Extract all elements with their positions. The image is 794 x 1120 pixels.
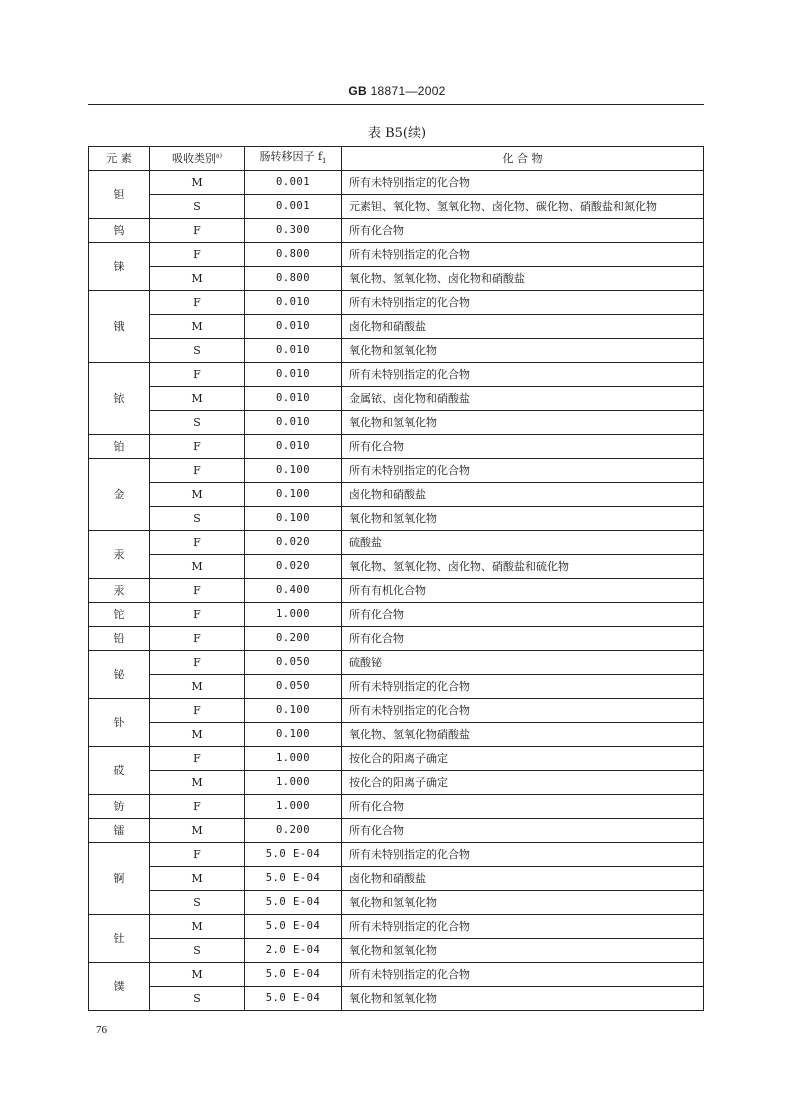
transfer-factor-cell: 1.000 xyxy=(245,771,342,795)
header-absorption-class: 吸收类别$^{a)}$ xyxy=(150,147,245,171)
transfer-factor-cell: 1.000 xyxy=(245,603,342,627)
transfer-factor-cell: 0.400 xyxy=(245,579,342,603)
transfer-factor-cell: 0.010 xyxy=(245,435,342,459)
table-row xyxy=(89,579,704,603)
compound-cell: 元素钽、氧化物、氢氧化物、卤化物、碳化物、硝酸盐和氮化物 xyxy=(342,195,704,219)
transfer-factor-cell: 1.000 xyxy=(245,747,342,771)
transfer-factor-cell: 5.0 E-04 xyxy=(245,843,342,867)
absorption-class-cell: S xyxy=(150,987,245,1011)
table-row xyxy=(89,219,704,243)
table-row xyxy=(89,963,704,987)
element-cell: 汞 xyxy=(89,531,150,579)
absorption-class-cell: F xyxy=(150,435,245,459)
compound-cell: 卤化物和硝酸盐 xyxy=(342,483,704,507)
factor-subscript: 1 xyxy=(322,157,327,166)
table-row xyxy=(89,603,704,627)
table-row xyxy=(89,483,704,507)
standard-prefix: GB xyxy=(348,84,367,98)
absorption-class-cell: S xyxy=(150,195,245,219)
absorption-class-cell: F xyxy=(150,795,245,819)
element-cell: 钨 xyxy=(89,219,150,243)
element-cell: 铂 xyxy=(89,435,150,459)
compound-cell: 所有未特别指定的化合物 xyxy=(342,363,704,387)
table-row xyxy=(89,675,704,699)
element-cell: 铅 xyxy=(89,627,150,651)
table-row xyxy=(89,507,704,531)
table-body xyxy=(89,171,704,1011)
element-cell: 锕 xyxy=(89,843,150,915)
transfer-factor-cell: 0.010 xyxy=(245,291,342,315)
table-row xyxy=(89,651,704,675)
compound-cell: 硫酸铋 xyxy=(342,651,704,675)
compound-cell: 氧化物、氢氧化物硝酸盐 xyxy=(342,723,704,747)
compound-cell: 所有未特别指定的化合物 xyxy=(342,843,704,867)
transfer-factor-cell: 0.010 xyxy=(245,411,342,435)
table-header-row xyxy=(89,147,704,171)
table-row xyxy=(89,915,704,939)
absorption-class-cell: F xyxy=(150,219,245,243)
table-row xyxy=(89,339,704,363)
transfer-factor-cell: 0.010 xyxy=(245,339,342,363)
transfer-factor-cell: 0.010 xyxy=(245,315,342,339)
element-cell: 铱 xyxy=(89,363,150,435)
compound-cell: 按化合的阳离子确定 xyxy=(342,771,704,795)
standard-number: 18871—2002 xyxy=(370,84,446,98)
transfer-factor-cell: 0.010 xyxy=(245,363,342,387)
footnote-marker: a) xyxy=(216,152,222,160)
table-row xyxy=(89,747,704,771)
compound-cell: 所有未特别指定的化合物 xyxy=(342,699,704,723)
table-row xyxy=(89,867,704,891)
absorption-class-cell: F xyxy=(150,459,245,483)
absorption-class-cell: M xyxy=(150,819,245,843)
transfer-factor-cell: 5.0 E-04 xyxy=(245,915,342,939)
compound-cell: 所有未特别指定的化合物 xyxy=(342,459,704,483)
absorption-class-cell: M xyxy=(150,771,245,795)
transfer-factor-cell: 5.0 E-04 xyxy=(245,867,342,891)
header-compound: 化 合 物 xyxy=(342,147,704,171)
element-cell: 钍 xyxy=(89,915,150,963)
table-row xyxy=(89,891,704,915)
absorption-class-cell: M xyxy=(150,483,245,507)
table-row xyxy=(89,387,704,411)
compound-cell: 硫酸盐 xyxy=(342,531,704,555)
table-row xyxy=(89,195,704,219)
table-row xyxy=(89,459,704,483)
absorption-class-cell: F xyxy=(150,627,245,651)
compound-cell: 氧化物和氢氧化物 xyxy=(342,411,704,435)
absorption-class-cell: S xyxy=(150,891,245,915)
absorption-class-cell: F xyxy=(150,291,245,315)
element-cell: 镭 xyxy=(89,819,150,843)
transfer-factor-cell: 0.200 xyxy=(245,627,342,651)
compound-cell: 所有未特别指定的化合物 xyxy=(342,915,704,939)
element-cell: 砹 xyxy=(89,747,150,795)
table-row xyxy=(89,819,704,843)
compound-cell: 所有未特别指定的化合物 xyxy=(342,675,704,699)
absorption-class-cell: S xyxy=(150,339,245,363)
table-row xyxy=(89,363,704,387)
transfer-factor-cell: 0.100 xyxy=(245,723,342,747)
table-row xyxy=(89,291,704,315)
element-cell: 钫 xyxy=(89,795,150,819)
transfer-factor-cell: 0.100 xyxy=(245,483,342,507)
table-row xyxy=(89,627,704,651)
transfer-factor-cell: 0.010 xyxy=(245,387,342,411)
element-cell: 汞 xyxy=(89,579,150,603)
absorption-class-cell: M xyxy=(150,963,245,987)
absorption-class-cell: M xyxy=(150,267,245,291)
element-cell: 锇 xyxy=(89,291,150,363)
transfer-factor-cell: 0.100 xyxy=(245,699,342,723)
absorption-class-cell: F xyxy=(150,363,245,387)
element-cell: 铋 xyxy=(89,651,150,699)
absorption-class-cell: M xyxy=(150,675,245,699)
transfer-factor-cell: 0.800 xyxy=(245,243,342,267)
element-cell: 金 xyxy=(89,459,150,531)
absorption-class-cell: M xyxy=(150,555,245,579)
table-row xyxy=(89,267,704,291)
absorption-class-cell: S xyxy=(150,939,245,963)
compound-cell: 氧化物和氢氧化物 xyxy=(342,891,704,915)
table-row xyxy=(89,795,704,819)
absorption-class-cell: M xyxy=(150,315,245,339)
table-caption: 表 B5(续) xyxy=(367,126,427,141)
table-row xyxy=(89,555,704,579)
absorption-class-cell: F xyxy=(150,747,245,771)
table-row xyxy=(89,771,704,795)
absorption-class-cell: M xyxy=(150,723,245,747)
compound-cell: 氧化物、氢氧化物、卤化物和硝酸盐 xyxy=(342,267,704,291)
compound-cell: 所有化合物 xyxy=(342,627,704,651)
compound-cell: 所有未特别指定的化合物 xyxy=(342,171,704,195)
transfer-factor-cell: 0.100 xyxy=(245,459,342,483)
absorption-class-cell: M xyxy=(150,171,245,195)
compound-cell: 氧化物、氢氧化物、卤化物、硝酸盐和硫化物 xyxy=(342,555,704,579)
element-cell: 钽 xyxy=(89,171,150,219)
compound-cell: 氧化物和氢氧化物 xyxy=(342,939,704,963)
compound-cell: 金属铱、卤化物和硝酸盐 xyxy=(342,387,704,411)
header-element: 元 素 xyxy=(89,147,150,171)
table-row xyxy=(89,723,704,747)
absorption-class-cell: S xyxy=(150,411,245,435)
absorption-class-cell: F xyxy=(150,243,245,267)
header-divider xyxy=(88,104,704,105)
element-cell: 铊 xyxy=(89,603,150,627)
table-row xyxy=(89,243,704,267)
table-row xyxy=(89,987,704,1011)
transfer-factor-cell: 0.800 xyxy=(245,267,342,291)
transfer-factor-cell: 1.000 xyxy=(245,795,342,819)
compound-cell: 所有化合物 xyxy=(342,603,704,627)
transfer-factor-cell: 2.0 E-04 xyxy=(245,939,342,963)
compound-cell: 所有化合物 xyxy=(342,795,704,819)
table-row xyxy=(89,171,704,195)
absorption-table xyxy=(88,146,704,1011)
transfer-factor-cell: 0.300 xyxy=(245,219,342,243)
transfer-factor-cell: 5.0 E-04 xyxy=(245,987,342,1011)
element-cell: 铼 xyxy=(89,243,150,291)
table-row xyxy=(89,939,704,963)
table-row xyxy=(89,435,704,459)
transfer-factor-cell: 0.001 xyxy=(245,171,342,195)
compound-cell: 所有有机化合物 xyxy=(342,579,704,603)
compound-cell: 氧化物和氢氧化物 xyxy=(342,339,704,363)
transfer-factor-cell: 0.200 xyxy=(245,819,342,843)
absorption-class-cell: F xyxy=(150,603,245,627)
transfer-factor-cell: 0.020 xyxy=(245,531,342,555)
compound-cell: 卤化物和硝酸盐 xyxy=(342,315,704,339)
header-transfer-factor: 肠转移因子 $f_1$ xyxy=(245,147,342,171)
absorption-class-cell: F xyxy=(150,699,245,723)
compound-cell: 所有未特别指定的化合物 xyxy=(342,291,704,315)
absorption-class-cell: M xyxy=(150,915,245,939)
compound-cell: 氧化物和氢氧化物 xyxy=(342,987,704,1011)
compound-cell: 所有未特别指定的化合物 xyxy=(342,963,704,987)
transfer-factor-cell: 0.050 xyxy=(245,675,342,699)
absorption-class-cell: F xyxy=(150,579,245,603)
table-row xyxy=(89,411,704,435)
table-row xyxy=(89,699,704,723)
table-row xyxy=(89,843,704,867)
compound-cell: 所有未特别指定的化合物 xyxy=(342,243,704,267)
page-number: 76 xyxy=(96,1024,107,1036)
transfer-factor-cell: 0.100 xyxy=(245,507,342,531)
absorption-class-cell: M xyxy=(150,867,245,891)
transfer-factor-cell: 0.001 xyxy=(245,195,342,219)
table-row xyxy=(89,315,704,339)
transfer-factor-cell: 5.0 E-04 xyxy=(245,963,342,987)
absorption-class-cell: S xyxy=(150,507,245,531)
document-header xyxy=(0,84,794,98)
compound-cell: 氧化物和氢氧化物 xyxy=(342,507,704,531)
element-cell: 钋 xyxy=(89,699,150,747)
transfer-factor-cell: 0.020 xyxy=(245,555,342,579)
table-row xyxy=(89,531,704,555)
transfer-factor-cell: 0.050 xyxy=(245,651,342,675)
compound-cell: 按化合的阳离子确定 xyxy=(342,747,704,771)
absorption-class-cell: F xyxy=(150,651,245,675)
compound-cell: 所有化合物 xyxy=(342,435,704,459)
compound-cell: 所有化合物 xyxy=(342,219,704,243)
compound-cell: 卤化物和硝酸盐 xyxy=(342,867,704,891)
compound-cell: 所有化合物 xyxy=(342,819,704,843)
transfer-factor-cell: 5.0 E-04 xyxy=(245,891,342,915)
absorption-class-cell: F xyxy=(150,531,245,555)
absorption-class-cell: M xyxy=(150,387,245,411)
element-cell: 镤 xyxy=(89,963,150,1011)
absorption-class-cell: F xyxy=(150,843,245,867)
